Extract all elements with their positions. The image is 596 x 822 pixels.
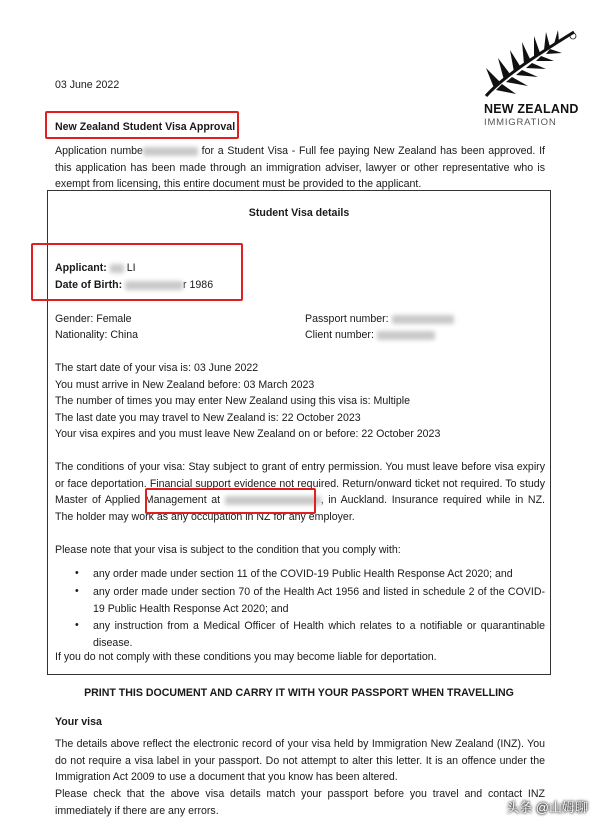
deportation-warning: If you do not comply with these conditions you may become liable for deportation. — [55, 651, 437, 663]
nz-immigration-logo — [482, 28, 582, 133]
applicant-line: Applicant: LI — [55, 262, 136, 274]
nationality: Nationality: China — [55, 329, 139, 341]
entries-line: The number of times you may enter New Zealand using this visa is: Multiple — [55, 395, 411, 407]
redacted-client — [377, 331, 435, 340]
redacted-application-number — [143, 147, 198, 156]
logo-text-immigration: IMMIGRATION — [484, 117, 557, 128]
redacted-passport — [392, 315, 454, 324]
your-visa-heading: Your visa — [55, 716, 102, 728]
bullet-item: any order made under section 11 of the COVID-19 Public Health Response Act 2020; and — [93, 568, 513, 580]
start-date-line: The start date of your visa is: 03 June 2022 — [55, 362, 259, 374]
print-notice: PRINT THIS DOCUMENT AND CARRY IT WITH YOUR PASSPORT WHEN TRAVELLING — [84, 687, 514, 699]
passport-number: Passport number: — [305, 313, 454, 325]
dob-line: Date of Birth: r 1986 — [55, 279, 214, 291]
highlight-course — [145, 488, 316, 514]
arrive-before-line: You must arrive in New Zealand before: 03 March 2023 — [55, 378, 315, 391]
bullet-item: any order made under section 70 of the Health Act 1956 and listed in schedule 2 of the COVID-19 Public Health Response Act 2020; and — [93, 586, 545, 615]
bullet-icon: • — [75, 567, 79, 579]
highlight-applicant — [31, 243, 243, 301]
conditions-note: Please note that your visa is subject to the condition that you comply with: — [55, 544, 401, 556]
gender: Gender: Female — [55, 313, 132, 325]
your-visa-paragraph-1: The details above reflect the electronic record of your visa held by Immigration New Zealand (INZ). You do not require a visa label in your passport. Do not attempt to alter this letter. It is an offence under the Immigration Act 2009 to use a document that you know has been altered. — [55, 738, 545, 783]
bullet-icon: • — [75, 585, 79, 597]
watermark: 头条 @山姆聊 — [506, 800, 588, 815]
letter-date: 03 June 2022 — [55, 79, 120, 91]
visa-conditions: The conditions of your visa: Stay subject to grant of entry permission. You must leave before visa expiry or face deportation. Financial support evidence not required. Return/onward ticket not required. To study Master of Applied Management at , in Auckland. Insurance required while in NZ. The holder may work as any occupation in NZ for any employer. — [55, 461, 546, 523]
expiry-line: Your visa expires and you must leave New Zealand on or before: 22 October 2023 — [55, 428, 441, 440]
last-travel-line: The last date you may travel to New Zealand is: 22 October 2023 — [55, 411, 361, 424]
silver-fern-icon — [482, 28, 578, 100]
your-visa-paragraph-2: Please check that the above visa details match your passport before you travel and contact INZ immediately if there are any errors. — [55, 788, 545, 817]
details-heading: Student Visa details — [248, 207, 350, 219]
highlight-title — [45, 111, 239, 139]
visa-date-lines — [55, 360, 440, 443]
bullet-item: any instruction from a Medical Officer of Health which relates to a notifiable or quarantinable disease. — [93, 620, 545, 649]
bullet-icon: • — [75, 619, 79, 631]
course-name: Master of Applied Management — [55, 494, 207, 506]
logo-text-new-zealand: NEW ZEALAND — [484, 102, 579, 116]
intro-paragraph: Application numbe for a Student Visa - Full fee paying New Zealand has been approved. If this application has been made through an immigration adviser, lawyer or other representative who is exempt from licensing, this entire document must be provided to the applicant. — [55, 145, 545, 190]
page-title: New Zealand Student Visa Approval — [55, 121, 236, 133]
client-number: Client number: — [305, 329, 435, 341]
